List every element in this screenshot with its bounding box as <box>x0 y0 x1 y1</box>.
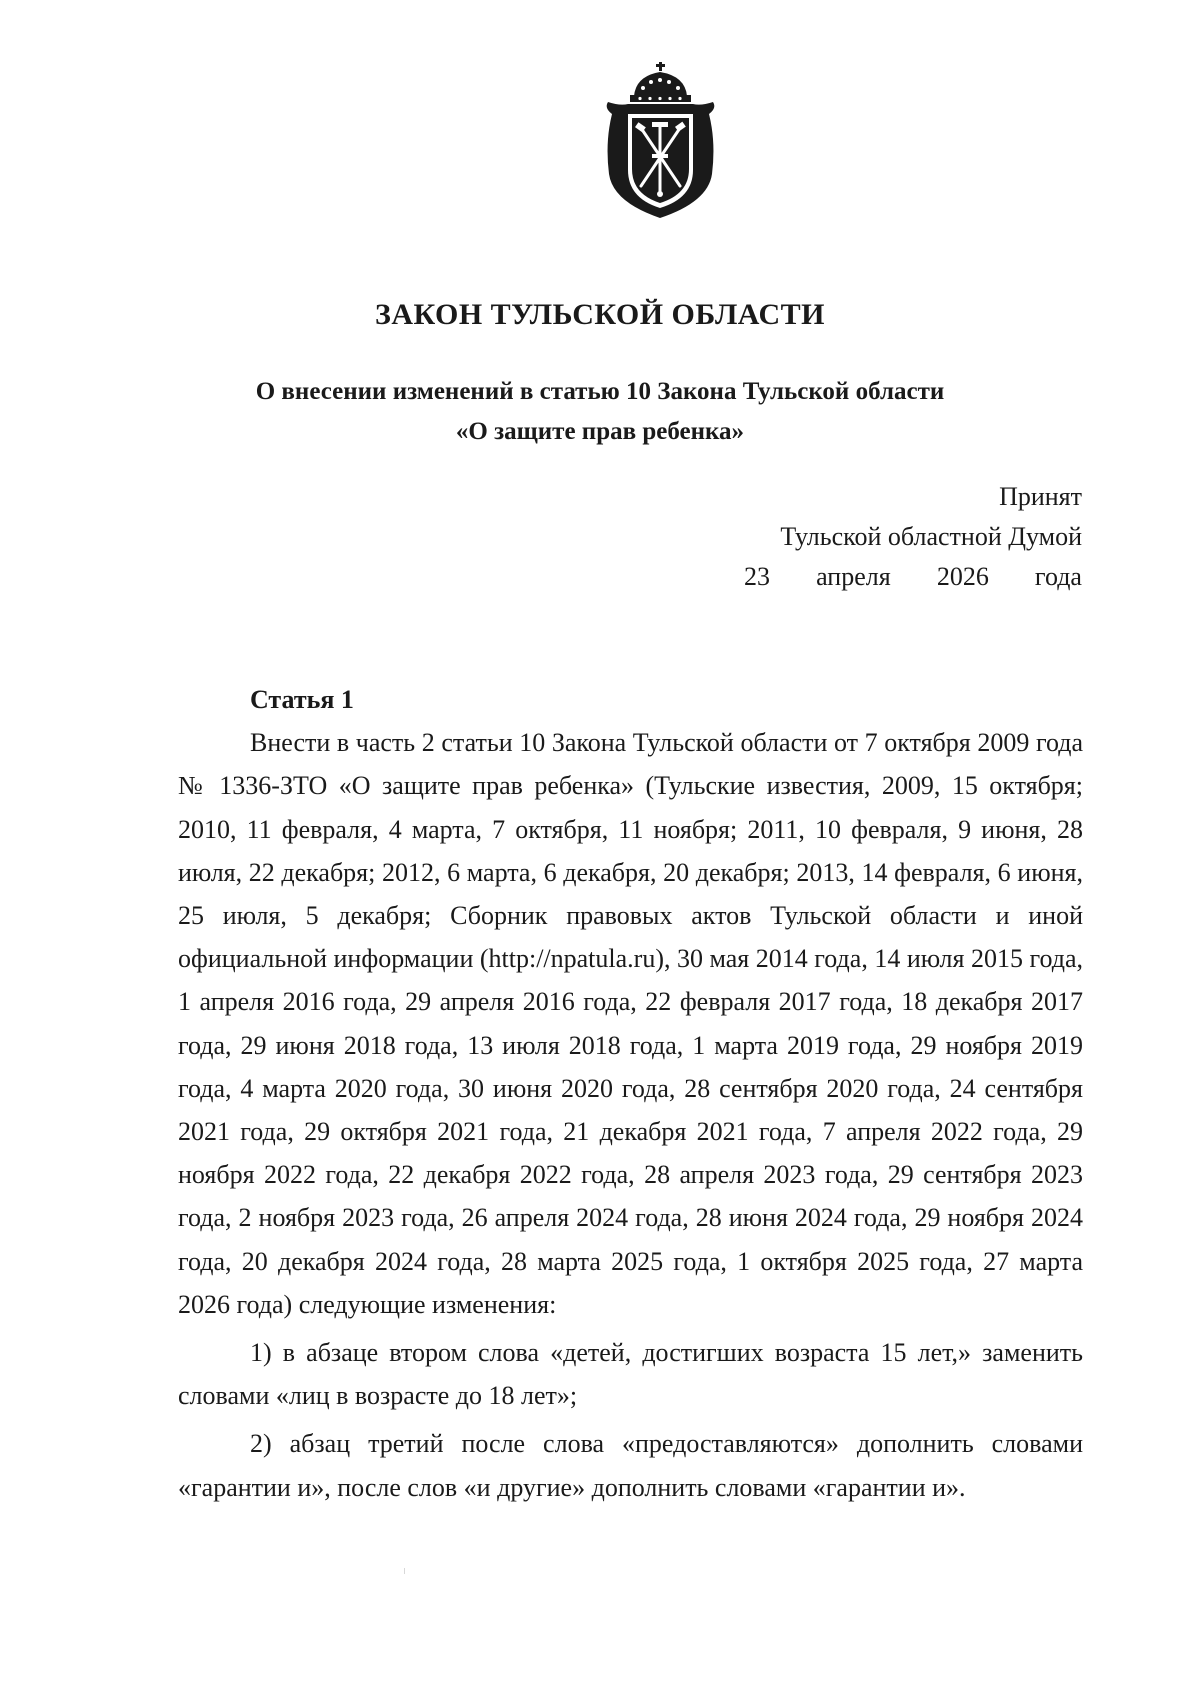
adopted-by: Тульской областной Думой <box>780 522 1082 551</box>
subtitle-line-2: «О защите прав ребенка» <box>455 418 745 445</box>
adoption-block <box>742 477 1082 597</box>
adoption-month: апреля <box>816 562 891 591</box>
document-subtitle <box>0 372 1200 452</box>
adoption-year-word: года <box>1034 562 1082 591</box>
scan-artifact <box>404 1568 405 1574</box>
tula-coat-of-arms-icon <box>598 62 723 220</box>
adoption-year: 2026 <box>936 562 989 591</box>
adopted-label: Принят <box>999 482 1082 511</box>
subtitle-line-1: О внесении изменений в статью 10 Закона Тульской области <box>255 378 945 405</box>
amendment-item-1: 1) в абзаце втором слова «детей, достигших возраста 15 лет,» заменить словами «лиц в возрасте до 18 лет»; <box>178 1338 1083 1411</box>
adoption-day: 23 <box>744 562 770 591</box>
article-heading: Статья 1 <box>250 685 354 714</box>
amendment-item-2: 2) абзац третий после слова «предоставляются» дополнить словами «гарантии и», после слов «и другие» дополнить словами «гарантии и». <box>178 1429 1083 1502</box>
document-title: ЗАКОН ТУЛЬСКОЙ ОБЛАСТИ <box>375 298 825 331</box>
article-paragraph: Внести в часть 2 статьи 10 Закона Тульской области от 7 октября 2009 года № 1336-ЗТО «О защите прав ребенка» (Тульские известия, 2009, 15 октября; 2010, 11 февраля, 4 марта, 7 октября, 11 ноября; 2011, 10 февраля, 9 июня, 28 июля, 22 декабря; 2012, 6 марта, 6 декабря, 20 декабря; 2013, 14 февраля, 6 июня, 25 июля, 5 декабря; Сборник правовых актов Тульской области и иной официальной информации (http://npatula.ru), 30 мая 2014 года, 14 июля 2015 года, 1 апреля 2016 года, 29 апреля 2016 года, 22 февраля 2017 года, 18 декабря 2017 года, 29 июня 2018 года, 13 июля 2018 года, 1 марта 2019 года, 29 ноября 2019 года, 4 марта 2020 года, 30 июня 2020 года, 28 сентября 2020 года, 24 сентября 2021 года, 29 октября 2021 года, 21 декабря 2021 года, 7 апреля 2022 года, 29 ноября 2022 года, 22 декабря 2022 года, 28 апреля 2023 года, 29 сентября 2023 года, 2 ноября 2023 года, 26 апреля 2024 года, 28 июня 2024 года, 29 ноября 2024 года, 20 декабря 2024 года, 28 марта 2025 года, 1 октября 2025 года, 27 марта 2026 года) следующие изменения: <box>178 728 1083 1319</box>
adoption-date <box>742 557 1082 597</box>
document-body <box>178 678 1083 1509</box>
